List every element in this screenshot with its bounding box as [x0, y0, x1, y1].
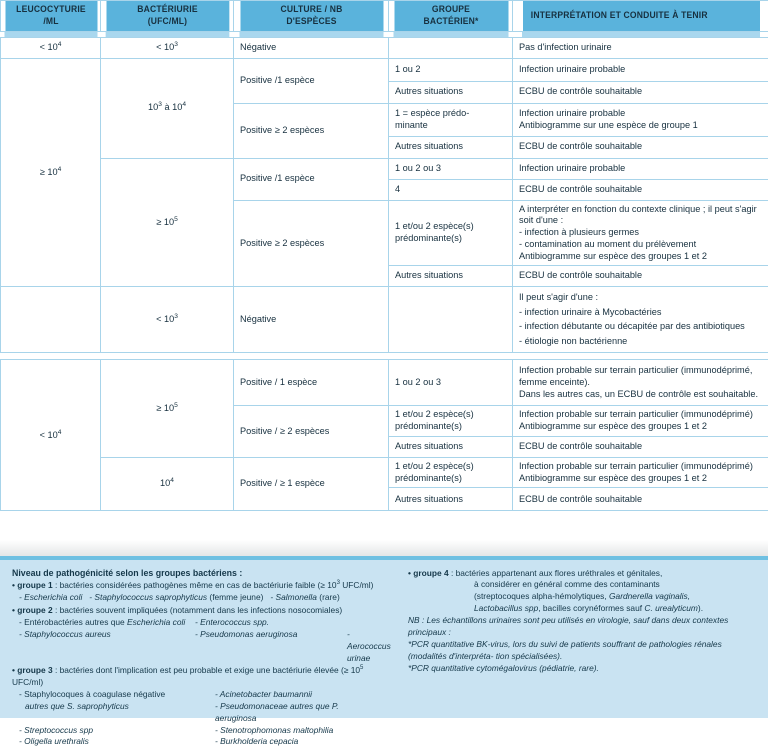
table-row [1, 37, 768, 58]
interp-line3: Dans les autres cas, un ECBU de contrôle est souhaitable. [519, 389, 762, 401]
pcr-cmv-note: *PCR quantitative cytomégalovirus (pédiatrie, rare). [408, 663, 758, 675]
cell-bacteriurie [101, 58, 234, 158]
group3-heading [12, 665, 382, 689]
interp-line2: - infection urinaire à Mycobactéries [519, 307, 762, 319]
interp-line4: - étiologie non bactérienne [519, 336, 762, 348]
group1-species-3-note: (rare) [317, 592, 340, 602]
value-leuco-lt104-b: < $10^4$ [40, 430, 62, 440]
interp-line3: - infection débutante ou décapitée par des antibiotiques [519, 321, 762, 333]
cell-interpretation: Pas d'infection urinaire [513, 37, 768, 58]
cell-interpretation [513, 457, 768, 488]
table-row [1, 457, 768, 488]
group2-species-4: - Pseudomonas aeruginosa [195, 629, 347, 665]
footnotes-title: Niveau de pathogénicité selon les groupes bactériens : [12, 567, 382, 579]
cell-interpretation: Infection urinaire probable [513, 58, 768, 81]
group2-species-1 [19, 617, 195, 629]
cell-interpretation: ECBU de contrôle souhaitable [513, 436, 768, 457]
cell-groupe: Autres situations [389, 488, 513, 511]
group4-text: : bactéries appartenant aux flores uréthrales et génitales, [449, 568, 663, 578]
interp-line2: Antibiogramme sur espèce des groupes 1 et 2 [519, 421, 762, 433]
cell-culture: Positive /1 espèce [234, 158, 389, 200]
pcr-bk-line2: tion spécialisées). [496, 651, 563, 661]
cell-bacteriurie [101, 287, 234, 353]
group1-species-2: - Staphylococcus saprophyticus [89, 592, 207, 602]
groupe-line2: minante [395, 120, 506, 132]
table-row [1, 287, 768, 353]
interp-line2: Antibiogramme sur une espèce de groupe 1 [519, 120, 762, 132]
interp-line1: Infection probable sur terrain particulier (immunodéprimé) [519, 409, 762, 421]
cell-groupe: 4 [389, 179, 513, 200]
header-leucocyturie [4, 1, 97, 32]
value-bact-lt103-b: < $10^3$ [156, 314, 178, 324]
group2-species-1-prefix: - Entérobactéries autres que [19, 617, 127, 627]
interp-line2: - infection à plusieurs germes [519, 227, 762, 239]
group2-species-1-italic: Escherichia coli [127, 617, 185, 627]
block-separator [1, 353, 768, 360]
group3-species-1b: autres que S. saprophyticus [25, 701, 215, 725]
group2-species-5: - Aerococcus urinae [347, 629, 391, 665]
group1-species-1: - Escherichia coli [19, 592, 82, 602]
cell-bacteriurie [101, 360, 234, 458]
group3-species-row4 [12, 736, 382, 748]
cell-culture: Positive / ≥ 1 espèce [234, 457, 389, 511]
separator-cell [1, 353, 101, 360]
groupe-line2: prédominante(s) [395, 473, 506, 485]
cell-groupe: Autres situations [389, 136, 513, 158]
header-leucocyturie-line1: LEUCOCYTURIE [10, 4, 91, 16]
cell-interpretation: ECBU de contrôle souhaitable [513, 488, 768, 511]
group1-species-3: - Salmonella [270, 592, 317, 602]
group4-line2: à considérer en général comme des contaminants [408, 579, 758, 591]
cell-groupe: Autres situations [389, 266, 513, 287]
group2-species-row2 [12, 629, 382, 665]
group4-line4-b: , bacilles corynéformes sauf [538, 603, 644, 613]
cell-interpretation: ECBU de contrôle souhaitable [513, 136, 768, 158]
interp-line1: Il peut s'agir d'une : [519, 292, 762, 304]
group3-species-3: - Streptococcus spp [19, 725, 215, 737]
table-row [1, 58, 768, 81]
table-row [1, 158, 768, 179]
table-header [1, 1, 768, 38]
underbar-1 [4, 31, 97, 37]
group3-label: • groupe 3 [12, 665, 53, 675]
group1-species [12, 592, 382, 604]
interp-line2: Antibiogramme sur espèce des groupes 1 et 2 [519, 473, 762, 485]
cell-groupe: 1 ou 2 [389, 58, 513, 81]
groupe-line2: prédominante(s) [395, 233, 506, 245]
group3-species-5: - Oligella urethralis [19, 736, 215, 748]
table-body [1, 37, 768, 511]
value-bact-ge105: ≥ $10^5$ [156, 217, 178, 227]
header-groupe-bacterien [393, 1, 508, 32]
cell-groupe: 1 ou 2 ou 3 [389, 360, 513, 406]
cell-culture: Positive ≥ 2 espèces [234, 200, 389, 287]
cell-culture: Positive ≥ 2 espèces [234, 103, 389, 158]
cell-interpretation: ECBU de contrôle souhaitable [513, 179, 768, 200]
cell-interpretation [513, 360, 768, 406]
cell-culture: Positive / ≥ 2 espèces [234, 406, 389, 458]
cell-interpretation [513, 406, 768, 437]
cell-groupe [389, 287, 513, 353]
group3-species-row1 [12, 689, 382, 701]
underbar-2 [105, 31, 229, 37]
group4-label: • groupe 4 [408, 568, 449, 578]
header-row [1, 1, 768, 32]
underbar-4 [393, 31, 508, 37]
interp-line3: - contamination au moment du prélèvement [519, 239, 762, 251]
group3-species-1: - Staphylocoques à coagulase négative [19, 689, 215, 701]
header-bacteriurie-line2: (UFC/ML) [111, 16, 223, 28]
footnotes-right-column [392, 560, 768, 718]
cell-bacteriurie [101, 37, 234, 58]
cell-leucocyturie [1, 58, 101, 287]
groupe-line2: prédominante(s) [395, 421, 506, 433]
group3-species-row2 [12, 701, 382, 725]
cell-culture: Négative [234, 287, 389, 353]
header-groupe-line1: GROUPE [399, 4, 502, 16]
group4-line4-d: ). [698, 603, 703, 613]
pcr-bk-line1: *PCR quantitative BK-virus, lors du suivi de patients souffrant de pathologies rénales (modalités d'interpréta- [408, 639, 722, 661]
cell-leucocyturie [1, 37, 101, 58]
group1-label: • groupe 1 [12, 580, 53, 590]
cell-groupe [389, 406, 513, 437]
header-culture-line1: CULTURE / NB [245, 4, 377, 16]
interp-line2: femme enceinte). [519, 377, 762, 389]
interp-line4: Antibiogramme sur espèce des groupes 1 et 2 [519, 251, 762, 263]
header-interpretation-line1: INTERPRÉTATION ET CONDUITE À TENIR [530, 10, 753, 22]
cell-interpretation: ECBU de contrôle souhaitable [513, 266, 768, 287]
group4-line3-prefix: (streptocoques alpha-hémolytiques, [474, 591, 609, 601]
group3-species-4: - Stenotrophomonas maltophilia [215, 725, 333, 737]
interp-line1: Infection probable sur terrain particulier (immunodéprimé) [519, 461, 762, 473]
interp-line1: A interpréter en fonction du contexte clinique ; il peut s'agir soit d'une : [519, 204, 762, 228]
group3-species-2: - Acinetobacter baumannii [215, 689, 312, 701]
groupe-line1: 1 et/ou 2 espèce(s) [395, 461, 506, 473]
underbar-3 [239, 31, 383, 37]
cell-groupe [389, 457, 513, 488]
cell-culture: Négative [234, 37, 389, 58]
cell-interpretation [513, 103, 768, 136]
groupe-line1: 1 et/ou 2 espèce(s) [395, 409, 506, 421]
pcr-bk-virus-note [408, 639, 758, 663]
group3-species-2b: - Pseudomonaceae autres que P. aeruginosa [215, 701, 382, 725]
group1-heading [12, 580, 382, 592]
footnotes-left-column [0, 560, 392, 718]
value-bact-ge105-b: ≥ $10^5$ [156, 403, 178, 413]
separator-cell [101, 353, 234, 360]
header-culture-line2: D'ESPÈCES [245, 16, 377, 28]
table-bottom-shadow [0, 540, 768, 556]
cell-leucocyturie [1, 360, 101, 511]
group2-species-3: - Staphylococcus aureus [19, 629, 195, 665]
interp-line1: Infection probable sur terrain particulier (immunodéprimé, [519, 365, 762, 377]
table-row [1, 360, 768, 406]
group3-species-6: - Burkholderia cepacia [215, 736, 298, 748]
cell-bacteriurie [101, 457, 234, 511]
group2-species-2: - Enterococcus spp. [195, 617, 269, 629]
header-culture [239, 1, 383, 32]
group2-species-row1 [12, 617, 382, 629]
group1-text: : bactéries considérées pathogènes même en cas de bactériurie faible (≥ $10^3$ UFC/ml) [53, 580, 374, 590]
cell-groupe: 1 ou 2 ou 3 [389, 158, 513, 179]
cell-groupe [389, 37, 513, 58]
group4-line4 [408, 603, 758, 615]
nb-note: NB : Les échantillons urinaires sont peu utilisés en virologie, sauf dans deux contextes principaux : [408, 615, 758, 639]
header-bacteriurie [105, 1, 229, 32]
value-bact-104: $10^4$ [160, 478, 174, 488]
group4-line4-c: C. urealyticum [644, 603, 698, 613]
group3-species-row3 [12, 725, 382, 737]
cell-groupe [389, 103, 513, 136]
group4-line3 [408, 591, 758, 603]
cell-interpretation [513, 200, 768, 266]
group4-line4-a: Lactobacillus spp [474, 603, 538, 613]
header-groupe-line2: BACTÉRIEN* [399, 16, 502, 28]
header-leucocyturie-line2: /ML [10, 16, 91, 28]
groupe-line1: 1 et/ou 2 espèce(s) [395, 221, 506, 233]
footnotes-panel [0, 556, 768, 718]
group2-text: : bactéries souvent impliquées (notamment dans les infections nosocomiales) [53, 605, 343, 615]
cell-culture: Positive / 1 espèce [234, 360, 389, 406]
cell-groupe: Autres situations [389, 81, 513, 103]
value-leuco-lt104: < $10^4$ [40, 42, 62, 52]
group4-heading [408, 568, 758, 580]
cell-interpretation: ECBU de contrôle souhaitable [513, 81, 768, 103]
value-bact-lt103: < $10^3$ [156, 42, 178, 52]
cell-groupe [389, 200, 513, 266]
separator-cell [389, 353, 513, 360]
group2-label: • groupe 2 [12, 605, 53, 615]
groupe-line1: 1 = espèce prédo- [395, 108, 506, 120]
cell-interpretation [513, 287, 768, 353]
value-bact-103-104: $10^3$ à $10^4$ [148, 102, 186, 112]
value-leuco-ge104: ≥ $10^4$ [40, 167, 62, 177]
header-bacteriurie-line1: BACTÉRIURIE [111, 4, 223, 16]
interp-line1: Infection urinaire probable [519, 108, 762, 120]
cell-leucocyturie [1, 287, 101, 353]
cell-bacteriurie [101, 158, 234, 287]
header-interpretation [521, 1, 759, 32]
cell-culture: Positive /1 espèce [234, 58, 389, 103]
underbar-5 [521, 31, 759, 37]
group1-species-2-note: (femme jeune) [207, 592, 263, 602]
group3-text: : bactéries dont l'implication est peu probable et exige une bactériurie élevée (≥ $10^5$ UFC/ml) [12, 665, 363, 687]
group4-line3-italic: Gardnerella vaginalis, [609, 591, 690, 601]
cell-interpretation: Infection urinaire probable [513, 158, 768, 179]
separator-cell [234, 353, 389, 360]
cell-groupe: Autres situations [389, 436, 513, 457]
separator-cell [513, 353, 768, 360]
group2-heading [12, 605, 382, 617]
